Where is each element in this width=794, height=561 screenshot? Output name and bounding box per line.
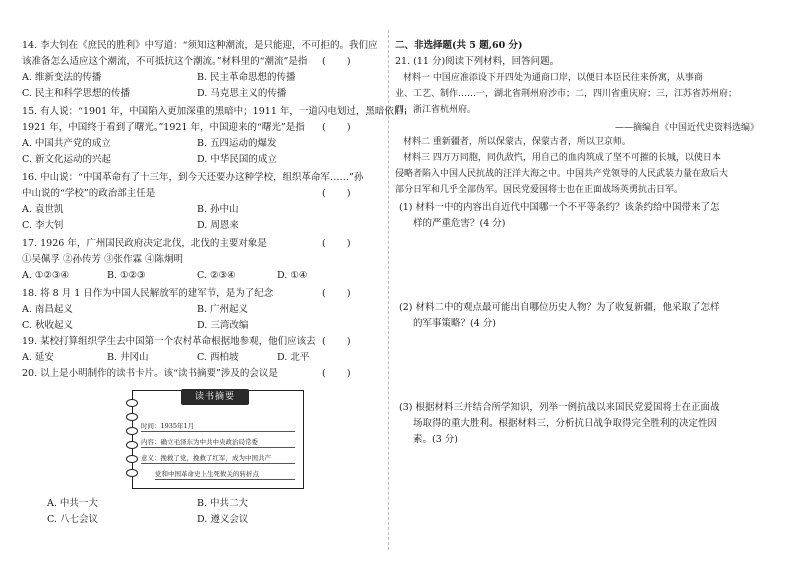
spiral-ring bbox=[126, 455, 138, 463]
q20-stem: 20. 以上是小明制作的读书卡片。该“读书摘要”涉及的会议是 bbox=[22, 368, 278, 379]
material3-line2: 侵略者陷入中国人民抗战的汪洋大海之中。中国共产党领导的人民武装力量在敌后大 bbox=[395, 169, 729, 179]
subquestion-1-line2: 样的严重危害？(4 分) bbox=[413, 218, 506, 229]
card-line-significance: 意义：挽救了党，挽救了红军，成为中国共产 bbox=[141, 453, 295, 464]
q19-option-a[interactable]: A. 延安 bbox=[22, 352, 54, 363]
q20-option-d[interactable]: D. 遵义会议 bbox=[197, 514, 249, 525]
q20-option-b[interactable]: B. 中共二大 bbox=[197, 498, 249, 509]
q20-answer-bracket[interactable]: ( ) bbox=[322, 368, 351, 379]
q16-option-b[interactable]: B. 孙中山 bbox=[197, 204, 239, 215]
q15-option-b[interactable]: B. 五四运动的爆发 bbox=[197, 138, 277, 149]
q14-option-a[interactable]: A. 维新变法的传播 bbox=[22, 72, 102, 83]
q19-option-b[interactable]: B. 井冈山 bbox=[107, 352, 149, 363]
q17-option-b[interactable]: B. ①②③ bbox=[107, 270, 146, 281]
q15-answer-bracket[interactable]: ( ) bbox=[322, 122, 351, 133]
q20-option-a[interactable]: A. 中共一大 bbox=[47, 498, 98, 509]
q18-option-a[interactable]: A. 南昌起义 bbox=[22, 304, 73, 315]
q17-option-a[interactable]: A. ①②③④ bbox=[22, 270, 69, 281]
subquestion-3-line2: 场取得的重大胜利。根据材料三，分析抗日战争取得完全胜利的决定性因 bbox=[413, 418, 718, 429]
card-title: 读书摘要 bbox=[181, 389, 249, 405]
q14-option-b[interactable]: B. 民主革命思想的传播 bbox=[197, 72, 296, 83]
q14-option-c[interactable]: C. 民主和科学思想的传播 bbox=[22, 88, 130, 99]
q14-option-d[interactable]: D. 马克思主义的传播 bbox=[197, 88, 287, 99]
card-line-time: 时间：1935年1月 bbox=[141, 421, 295, 432]
card-line-content: 内容：确立毛泽东为中共中央政治局常委 bbox=[141, 437, 295, 448]
spiral-ring bbox=[126, 427, 138, 435]
q16-option-d[interactable]: D. 周恩来 bbox=[197, 220, 239, 231]
material3-line1: 材料三 四万万同胞，同仇敌忾，用自己的血肉筑成了坚不可摧的长城，以使日本 bbox=[403, 153, 721, 163]
q17-option-d[interactable]: D. ①④ bbox=[277, 270, 308, 281]
q16-stem-line2: 中山说的“学校”的政治部主任是 bbox=[22, 188, 156, 199]
subquestion-2-line1: (2) 材料二中的观点最可能出自哪位历史人物？为了收复新疆，他采取了怎样 bbox=[399, 302, 720, 313]
spiral-ring bbox=[126, 413, 138, 421]
q18-option-b[interactable]: B. 广州起义 bbox=[197, 304, 249, 315]
subquestion-3-line3: 素。(3 分) bbox=[413, 434, 458, 445]
spiral-ring bbox=[126, 469, 138, 477]
subquestion-2-line2: 的军事策略？(4 分) bbox=[413, 318, 496, 329]
q18-answer-bracket[interactable]: ( ) bbox=[322, 288, 351, 299]
q18-stem: 18. 将 8 月 1 日作为中国人民解放军的建军节，是为了纪念 bbox=[22, 288, 274, 299]
q16-option-c[interactable]: C. 李大钊 bbox=[22, 220, 64, 231]
q19-option-d[interactable]: D. 北平 bbox=[277, 352, 310, 363]
subquestion-3-line1: (3) 根据材料三并结合所学知识，列举一例抗战以来国民党爱国将士在正面战 bbox=[399, 402, 720, 413]
q15-option-d[interactable]: D. 中华民国的成立 bbox=[197, 154, 277, 165]
material3-line3: 部分日军和几乎全部伪军。国民党爱国将士也在正面战场英勇抗击日军。 bbox=[395, 185, 684, 195]
spiral-ring bbox=[126, 441, 138, 449]
section-heading: 二、非选择题(共 5 题,60 分) bbox=[395, 40, 523, 51]
q14-stem-line2: 该准备怎么适应这个潮流，不可抵抗这个潮流。”材料里的“潮流”是指 bbox=[22, 56, 308, 67]
material1-line3: 四，浙江省杭州府。 bbox=[395, 105, 477, 115]
material1-source: ——摘编自《中国近代史资料选编》 bbox=[614, 123, 759, 133]
spiral-ring bbox=[126, 399, 138, 407]
q20-option-c[interactable]: C. 八七会议 bbox=[47, 514, 98, 525]
q16-answer-bracket[interactable]: ( ) bbox=[322, 188, 351, 199]
reading-card bbox=[132, 390, 304, 489]
material2: 材料二 重新疆者，所以保蒙古，保蒙古者，所以卫京师。 bbox=[403, 137, 631, 147]
q15-stem-line2: 1921 年，中国终于看到了曙光。”1921 年，中国迎来的“曙光”是指 bbox=[22, 122, 305, 133]
q16-stem-line1: 16. 中山说：“中国革命有了十三年，到今天还要办这种学校，组织革命军……”孙 bbox=[22, 172, 364, 183]
q17-option-c[interactable]: C. ②③④ bbox=[197, 270, 236, 281]
q19-option-c[interactable]: C. 西柏坡 bbox=[197, 352, 239, 363]
q14-stem-line1: 14. 李大钊在《庶民的胜利》中写道：“须知这种潮流，是只能迎，不可拒的。我们应 bbox=[22, 40, 378, 51]
q18-option-d[interactable]: D. 三湾改编 bbox=[197, 320, 249, 331]
q15-stem-line1: 15. 有人说：“1901 年，中国陷入更加深重的黑暗中；1911 年，一道闪电划过，黑暗依旧； bbox=[22, 106, 413, 117]
q16-option-a[interactable]: A. 袁世凯 bbox=[22, 204, 64, 215]
q17-items: ①吴佩孚 ②孙传芳 ③张作霖 ④陈炯明 bbox=[22, 254, 184, 265]
q14-answer-bracket[interactable]: ( ) bbox=[322, 56, 351, 67]
q17-stem: 17. 1926 年，广州国民政府决定北伐，北伐的主要对象是 bbox=[22, 238, 267, 249]
q19-answer-bracket[interactable]: ( ) bbox=[322, 336, 351, 347]
q18-option-c[interactable]: C. 秋收起义 bbox=[22, 320, 73, 331]
q15-option-c[interactable]: C. 新文化运动的兴起 bbox=[22, 154, 111, 165]
q17-answer-bracket[interactable]: ( ) bbox=[322, 238, 351, 249]
subquestion-1-line1: (1) 材料一中的内容出自近代中国哪一个不平等条约？该条约给中国带来了怎 bbox=[399, 202, 720, 213]
material1-line1: 材料一 中国应准添设下开四处为通商口岸，以便日本臣民往来侨寓，从事商 bbox=[403, 73, 703, 83]
material1-line2: 业、工艺、制作……一，湖北省荆州府沙市；二，四川省重庆府；三，江苏省苏州府； bbox=[395, 89, 738, 99]
card-line-significance-cont: 党和中国革命史上生死攸关的转折点 bbox=[155, 469, 295, 480]
q19-stem: 19. 某校打算组织学生去中国第一个农村革命根据地参观，他们应该去 bbox=[22, 336, 316, 347]
q21-intro: 21. (11 分)阅读下列材料，回答问题。 bbox=[395, 56, 560, 67]
q15-option-a[interactable]: A. 中国共产党的成立 bbox=[22, 138, 111, 149]
